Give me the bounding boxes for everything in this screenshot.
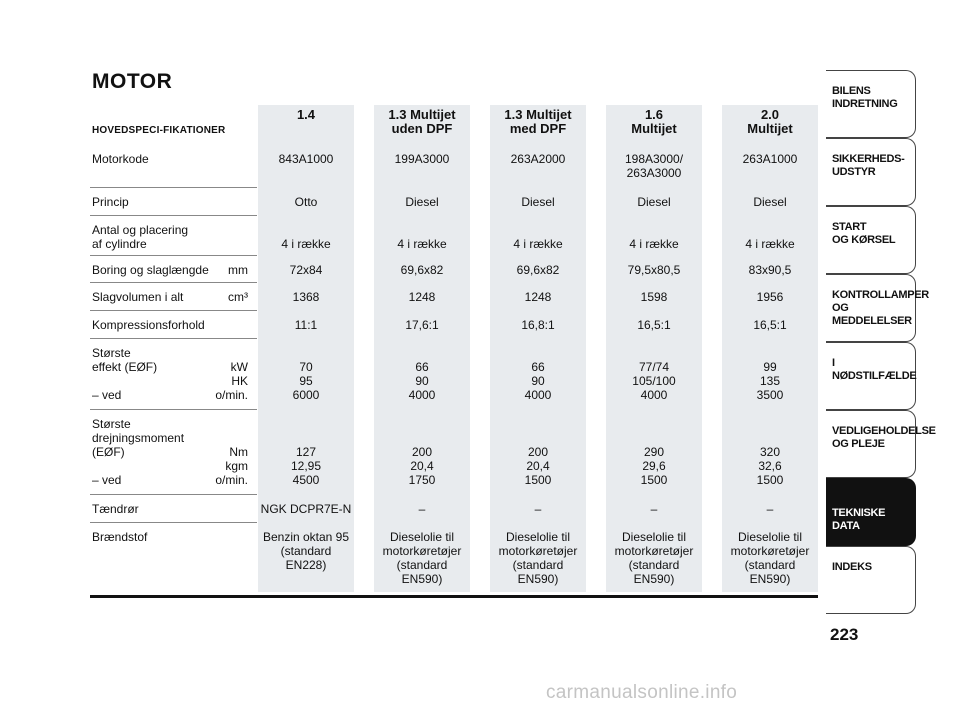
table-cell: 70 95 6000 — [292, 360, 320, 402]
chapter-tab[interactable]: BILENS INDRETNING — [826, 70, 916, 138]
table-cell: Diesel — [521, 195, 555, 209]
column-background — [258, 105, 354, 592]
column-background — [490, 105, 586, 592]
row-divider — [90, 409, 257, 410]
table-cell: 69,6x82 — [516, 263, 560, 277]
table-cell: 200 20,4 1750 — [408, 445, 436, 487]
table-cell: 17,6:1 — [405, 318, 439, 332]
table-cell: 83x90,5 — [748, 263, 792, 277]
row-divider — [90, 522, 257, 523]
table-cell: 1368 — [292, 290, 320, 304]
table-cell: 72x84 — [289, 263, 323, 277]
table-cell: 99 135 3500 — [756, 360, 784, 402]
row-divider — [90, 494, 257, 495]
table-cell: 4 i række — [513, 237, 563, 251]
table-cell: – — [418, 502, 426, 516]
table-cell: Otto — [294, 195, 318, 209]
chapter-tab[interactable]: VEDLIGEHOLDELSE OG PLEJE — [826, 410, 916, 478]
table-cell: Dieselolie til motorkøretøjer (standard EN590) — [730, 530, 810, 586]
table-cell: 4 i række — [397, 237, 447, 251]
table-cell: 290 29,6 1500 — [640, 445, 668, 487]
spec-table — [90, 100, 818, 600]
table-cell: 4 i række — [629, 237, 679, 251]
table-cell: 16,5:1 — [637, 318, 671, 332]
table-cell: – — [650, 502, 658, 516]
chapter-tab[interactable]: START OG KØRSEL — [826, 206, 916, 274]
page-title: MOTOR — [92, 70, 173, 93]
row-divider — [90, 215, 257, 216]
table-cell: 1248 — [524, 290, 552, 304]
watermark: carmanualsonline.info — [546, 682, 738, 703]
row-divider — [90, 310, 257, 311]
table-cell: NGK DCPR7E-N — [260, 502, 352, 516]
table-cell: – — [766, 502, 774, 516]
table-cell: 11:1 — [294, 318, 318, 332]
column-header: 1.3 Multijet med DPF — [504, 107, 572, 136]
table-cell: 16,8:1 — [521, 318, 555, 332]
table-cell: 16,5:1 — [753, 318, 787, 332]
row-label: Antal og placering af cylindre — [92, 223, 189, 251]
chapter-tab[interactable]: INDEKS — [826, 546, 916, 614]
row-label: Brændstof — [92, 530, 148, 544]
table-cell: 843A1000 — [278, 152, 334, 166]
row-divider — [90, 187, 257, 188]
table-cell: 1598 — [640, 290, 668, 304]
row-label: Tændrør — [92, 502, 139, 516]
table-cell: 1956 — [756, 290, 784, 304]
table-cell: 4 i række — [281, 237, 331, 251]
chapter-tab[interactable]: SIKKERHEDS- UDSTYR — [826, 138, 916, 206]
header-label: HOVEDSPECI-FIKATIONER — [92, 125, 226, 136]
table-cell: Diesel — [405, 195, 439, 209]
row-label: Slagvolumen i alt — [92, 290, 184, 304]
row-label: Boring og slaglængde — [92, 263, 209, 277]
row-divider — [90, 338, 257, 339]
table-cell: Dieselolie til motorkøretøjer (standard EN590) — [614, 530, 694, 586]
table-cell: Diesel — [753, 195, 787, 209]
table-cell: 263A1000 — [742, 152, 798, 166]
chapter-tab[interactable]: I NØDSTILFÆLDE — [826, 342, 916, 410]
table-cell: 77/74 105/100 4000 — [632, 360, 676, 402]
chapter-tabs — [826, 70, 936, 614]
table-cell: 127 12,95 4500 — [290, 445, 322, 487]
row-label: Største effekt (EØF) – ved — [92, 346, 158, 402]
row-unit: mm — [228, 263, 248, 277]
chapter-tab[interactable]: KONTROLLAMPER OG MEDDELELSER — [826, 274, 916, 342]
table-cell: Dieselolie til motorkøretøjer (standard EN590) — [498, 530, 578, 586]
table-cell: 1248 — [408, 290, 436, 304]
table-cell: 198A3000/ 263A3000 — [624, 152, 684, 180]
column-background — [722, 105, 818, 592]
chapter-tab[interactable]: TEKNISKE DATA — [826, 478, 916, 546]
table-cell: 199A3000 — [394, 152, 450, 166]
row-unit: cm³ — [228, 290, 248, 304]
row-divider — [90, 282, 257, 283]
row-unit: kW HK o/min. — [215, 360, 248, 402]
column-header: 2.0 Multijet — [747, 107, 793, 136]
table-cell: 66 90 4000 — [408, 360, 436, 402]
table-cell: 200 20,4 1500 — [524, 445, 552, 487]
table-cell: 79,5x80,5 — [627, 263, 681, 277]
table-cell: Diesel — [637, 195, 671, 209]
row-label: Motorkode — [92, 152, 149, 166]
row-label: Kompressionsforhold — [92, 318, 205, 332]
page-number: 223 — [830, 625, 859, 644]
table-cell: Benzin oktan 95 (standard EN228) — [262, 530, 350, 572]
table-cell: 4 i række — [745, 237, 795, 251]
column-header: 1.4 — [296, 107, 316, 122]
bottom-rule — [90, 595, 818, 598]
column-header: 1.6 Multijet — [631, 107, 677, 136]
table-cell: Dieselolie til motorkøretøjer (standard EN590) — [382, 530, 462, 586]
row-divider — [90, 255, 257, 256]
row-label: Princip — [92, 195, 129, 209]
table-cell: 263A2000 — [510, 152, 566, 166]
column-background — [374, 105, 470, 592]
table-cell: 66 90 4000 — [524, 360, 552, 402]
column-header: 1.3 Multijet uden DPF — [388, 107, 456, 136]
row-label: Største drejningsmoment (EØF) – ved — [92, 417, 185, 487]
table-cell: – — [534, 502, 542, 516]
table-cell: 69,6x82 — [400, 263, 444, 277]
row-unit: Nm kgm o/min. — [215, 445, 248, 487]
table-cell: 320 32,6 1500 — [756, 445, 784, 487]
